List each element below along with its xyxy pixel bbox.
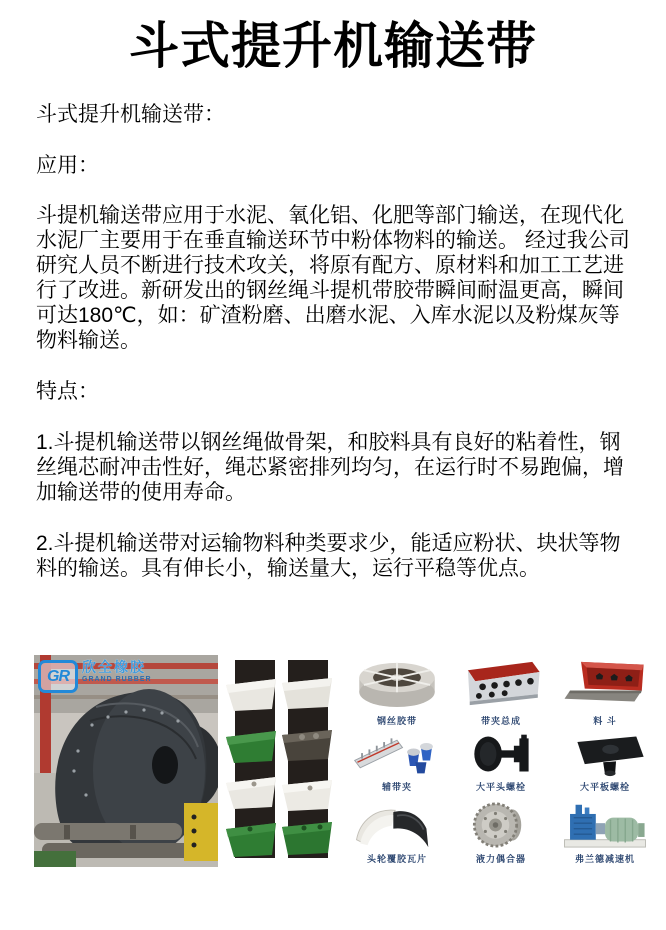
feature-2-text: 2.斗提机输送带对运输物料种类要求少，能适应粉状、块状等物料的输送。具有伸长小，输送量大，运行平稳等优点。 [36,532,621,580]
flender-reducer-icon [559,801,651,849]
logo-text [82,660,152,683]
product-item [449,655,553,727]
product-item [345,727,449,793]
flat-plate-bolt-icon [559,731,651,777]
product-item [553,655,657,727]
steel-wire-belt-icon [351,657,443,711]
belt-roll-factory-photo [34,655,218,867]
buckets-illustration [224,657,342,865]
accessories-grid [345,655,657,865]
product-label: 带夹总成 [480,716,521,726]
product-label: 头轮覆胶瓦片 [366,854,427,864]
intro-label: 斗式提升机输送带： [36,103,225,126]
logo-name-cn: 欣全橡胶 [82,659,146,675]
product-item [345,793,449,865]
product-label: 弗兰德减速机 [574,854,635,864]
product-item [345,655,449,727]
application-text: 斗提机输送带应用于水泥、氧化铝、化肥等部门输送，在现代化水泥厂主要用于在垂直输送环节中粉体物料的输送。 经过我公司研究人员不断进行技术攻关，将原有配方、原材料和加工工艺进行了改进。新研发出的钢丝绳斗提机带胶带瞬间耐温更高，瞬间可达180℃，如：矿渣粉磨、出磨水泥、入库水泥以及粉煤灰等物料输送。 [36,204,630,352]
product-label: 料 斗 [593,716,617,726]
flat-head-bolt-icon [455,731,547,777]
fluid-coupling-icon [455,801,547,849]
product-item [553,793,657,865]
feature-1-text: 1.斗提机输送带以钢丝绳做骨架，和胶料具有良好的粘着性，钢丝绳芯耐冲击性好，绳芯紧密排列均匀，在运行时不易跑偏，增加输送带的使用寿命。 [36,431,624,504]
product-item [449,727,553,793]
article-body [0,102,666,581]
logo-gr-icon: GR [38,660,78,693]
product-label: 辅带夹 [381,782,412,792]
product-gallery [0,653,666,871]
product-label: 钢丝胶带 [376,716,417,726]
application-label: 应用： [36,154,99,177]
page-title: 斗式提升机输送带 [129,18,537,74]
brand-logo [38,660,152,693]
hopper-icon [559,657,651,711]
features-label: 特点： [36,380,99,403]
aux-belt-clamp-icon [351,731,443,777]
product-label: 液力偶合器 [475,854,526,864]
logo-name-en: GRAND RUBBER [82,676,152,683]
product-item [553,727,657,793]
product-label: 大平板螺栓 [579,782,630,792]
elevator-buckets-photo [224,657,342,865]
head-wheel-rubber-tile-icon [351,801,443,849]
product-label: 大平头螺栓 [475,782,526,792]
product-item [449,793,553,865]
belt-clamp-assembly-icon [455,657,547,711]
